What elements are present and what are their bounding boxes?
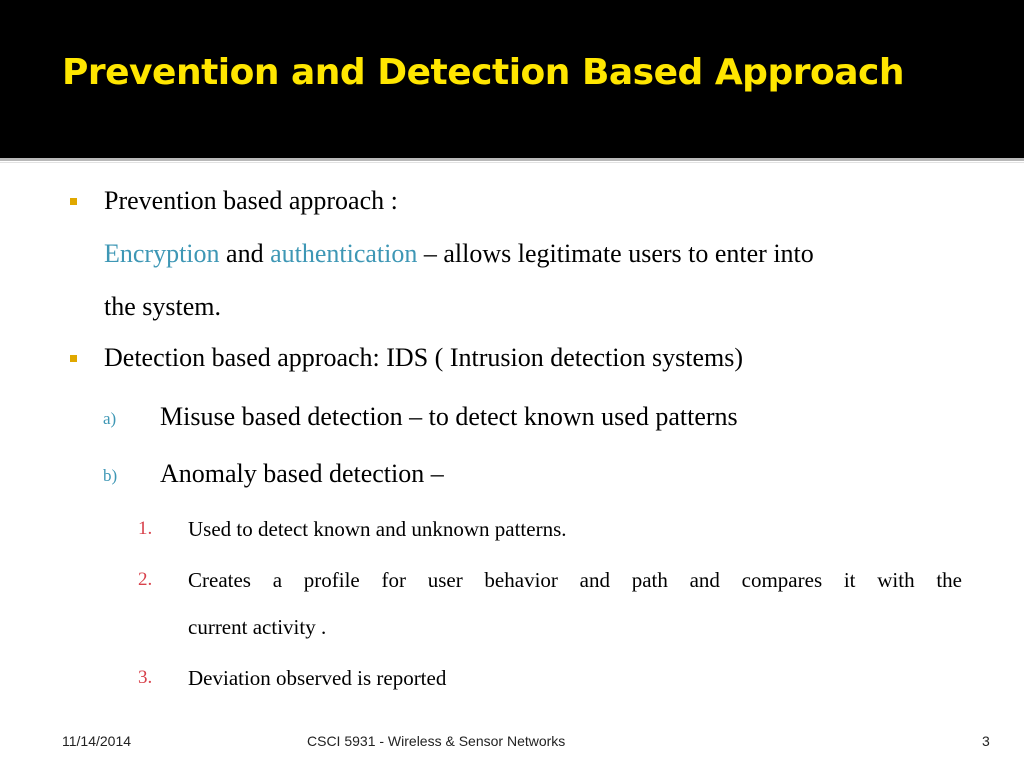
numbered-marker: 3.: [138, 667, 153, 688]
numbered-item-2-line2: current activity .: [188, 615, 327, 639]
sub-item-marker: b): [103, 466, 118, 485]
sub-item-marker: a): [103, 409, 117, 428]
square-bullet-icon: [70, 355, 77, 362]
term-authentication: authentication: [270, 239, 418, 268]
bullet-prevention-line1: [104, 239, 814, 269]
bullet-detection-heading: Detection based approach: IDS ( Intrusion detection systems): [104, 343, 743, 372]
footer-page-number: 3: [982, 733, 990, 749]
slide-title: Prevention and Detection Based Approach: [62, 52, 904, 93]
numbered-item-2-line1: Creates a profile for user behavior and path and compares it with the: [188, 568, 962, 592]
numbered-marker: 1.: [138, 518, 153, 539]
title-bar: [0, 0, 1024, 158]
term-encryption: Encryption: [104, 239, 220, 268]
footer-course: CSCI 5931 - Wireless & Sensor Networks: [307, 733, 566, 749]
sub-item-anomaly: Anomaly based detection –: [160, 459, 444, 488]
title-divider-light: [0, 162, 1024, 163]
word-and: and: [226, 239, 264, 268]
numbered-marker: 2.: [138, 569, 153, 590]
square-bullet-icon: [70, 198, 77, 205]
bullet-prevention-line2: the system.: [104, 292, 221, 321]
numbered-item-3: Deviation observed is reported: [188, 666, 447, 690]
footer-date: 11/14/2014: [62, 733, 132, 749]
numbered-item-1: Used to detect known and unknown patterns.: [188, 517, 567, 541]
bullet-prevention-heading: Prevention based approach :: [104, 186, 398, 215]
prevention-description: – allows legitimate users to enter into: [423, 239, 814, 268]
sub-item-misuse: Misuse based detection – to detect known used patterns: [160, 402, 738, 431]
title-divider: [0, 158, 1024, 161]
